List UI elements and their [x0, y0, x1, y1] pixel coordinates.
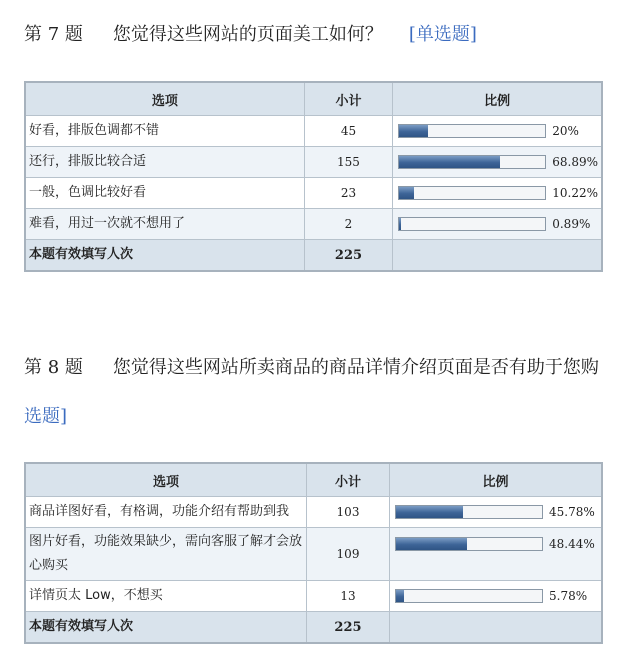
option-count: 103	[307, 497, 390, 528]
q7-number: 第 7 题	[24, 24, 83, 45]
total-row	[25, 612, 602, 644]
total-row	[25, 240, 602, 272]
percent-value: 45.78%	[549, 505, 595, 519]
option-label: 一般，色调比较好看	[25, 178, 304, 209]
ratio-cell	[390, 528, 603, 581]
table-row	[25, 178, 602, 209]
ratio-header: 比例	[393, 82, 602, 116]
progress-fill	[399, 156, 500, 168]
progress-bar	[398, 155, 546, 169]
table-row	[25, 116, 602, 147]
option-label: 图片好看，功能效果缺少，需向客服了解才会放心购买	[25, 528, 307, 581]
progress-bar	[395, 505, 543, 519]
percent-value: 48.44%	[549, 536, 595, 551]
option-count: 155	[304, 147, 393, 178]
total-label: 本题有效填写人次	[25, 612, 307, 644]
table-row	[25, 209, 602, 240]
option-count: 45	[304, 116, 393, 147]
option-count: 23	[304, 178, 393, 209]
total-empty-cell	[390, 612, 603, 644]
progress-fill	[399, 125, 428, 137]
table-row	[25, 581, 602, 612]
table-header-row	[25, 82, 602, 116]
progress-bar	[398, 186, 546, 200]
percent-value: 0.89%	[552, 217, 591, 231]
ratio-header: 比例	[390, 463, 603, 497]
progress-fill	[396, 538, 467, 550]
ratio-cell	[393, 116, 602, 147]
option-count: 13	[307, 581, 390, 612]
option-header: 选项	[25, 82, 304, 116]
option-label: 难看，用过一次就不想用了	[25, 209, 304, 240]
progress-bar	[398, 217, 546, 231]
table-header-row	[25, 463, 602, 497]
option-label: 好看，排版色调都不错	[25, 116, 304, 147]
table-row	[25, 147, 602, 178]
q8-question-text: 您觉得这些网站所卖商品的商品详情介绍页面是否有助于您购	[112, 357, 599, 378]
option-count: 2	[304, 209, 393, 240]
option-label: 详情页太 Low，不想买	[25, 581, 307, 612]
ratio-cell	[390, 581, 603, 612]
q8-title	[24, 353, 599, 379]
progress-fill	[396, 590, 404, 602]
progress-bar	[395, 589, 543, 603]
total-count: 225	[304, 240, 393, 272]
progress-fill	[399, 187, 414, 199]
q8-number: 第 8 题	[24, 357, 83, 378]
percent-value: 68.89%	[552, 155, 598, 169]
option-header: 选项	[25, 463, 307, 497]
ratio-cell	[393, 178, 602, 209]
count-header: 小计	[304, 82, 393, 116]
total-label: 本题有效填写人次	[25, 240, 304, 272]
progress-fill	[399, 218, 400, 230]
q7-question-text: 您觉得这些网站的页面美工如何？	[112, 24, 383, 45]
progress-bar	[398, 124, 546, 138]
table-row	[25, 497, 602, 528]
q7-type-link[interactable]: [单选题]	[408, 24, 477, 45]
progress-fill	[396, 506, 463, 518]
percent-value: 20%	[552, 124, 579, 138]
ratio-cell	[393, 147, 602, 178]
total-count: 225	[307, 612, 390, 644]
option-count: 109	[307, 528, 390, 581]
percent-value: 10.22%	[552, 186, 598, 200]
count-header: 小计	[307, 463, 390, 497]
percent-value: 5.78%	[549, 589, 588, 603]
q8-type-link[interactable]: 选题]	[24, 406, 68, 427]
ratio-cell	[390, 497, 603, 528]
option-label: 还行，排版比较合适	[25, 147, 304, 178]
total-empty-cell	[393, 240, 602, 272]
table-row	[25, 528, 602, 581]
q7-title	[24, 20, 477, 46]
progress-bar	[395, 537, 543, 551]
q8-results-table	[24, 462, 603, 644]
ratio-cell	[393, 209, 602, 240]
q7-results-table	[24, 81, 603, 272]
option-label: 商品详图好看，有格调，功能介绍有帮助到我	[25, 497, 307, 528]
